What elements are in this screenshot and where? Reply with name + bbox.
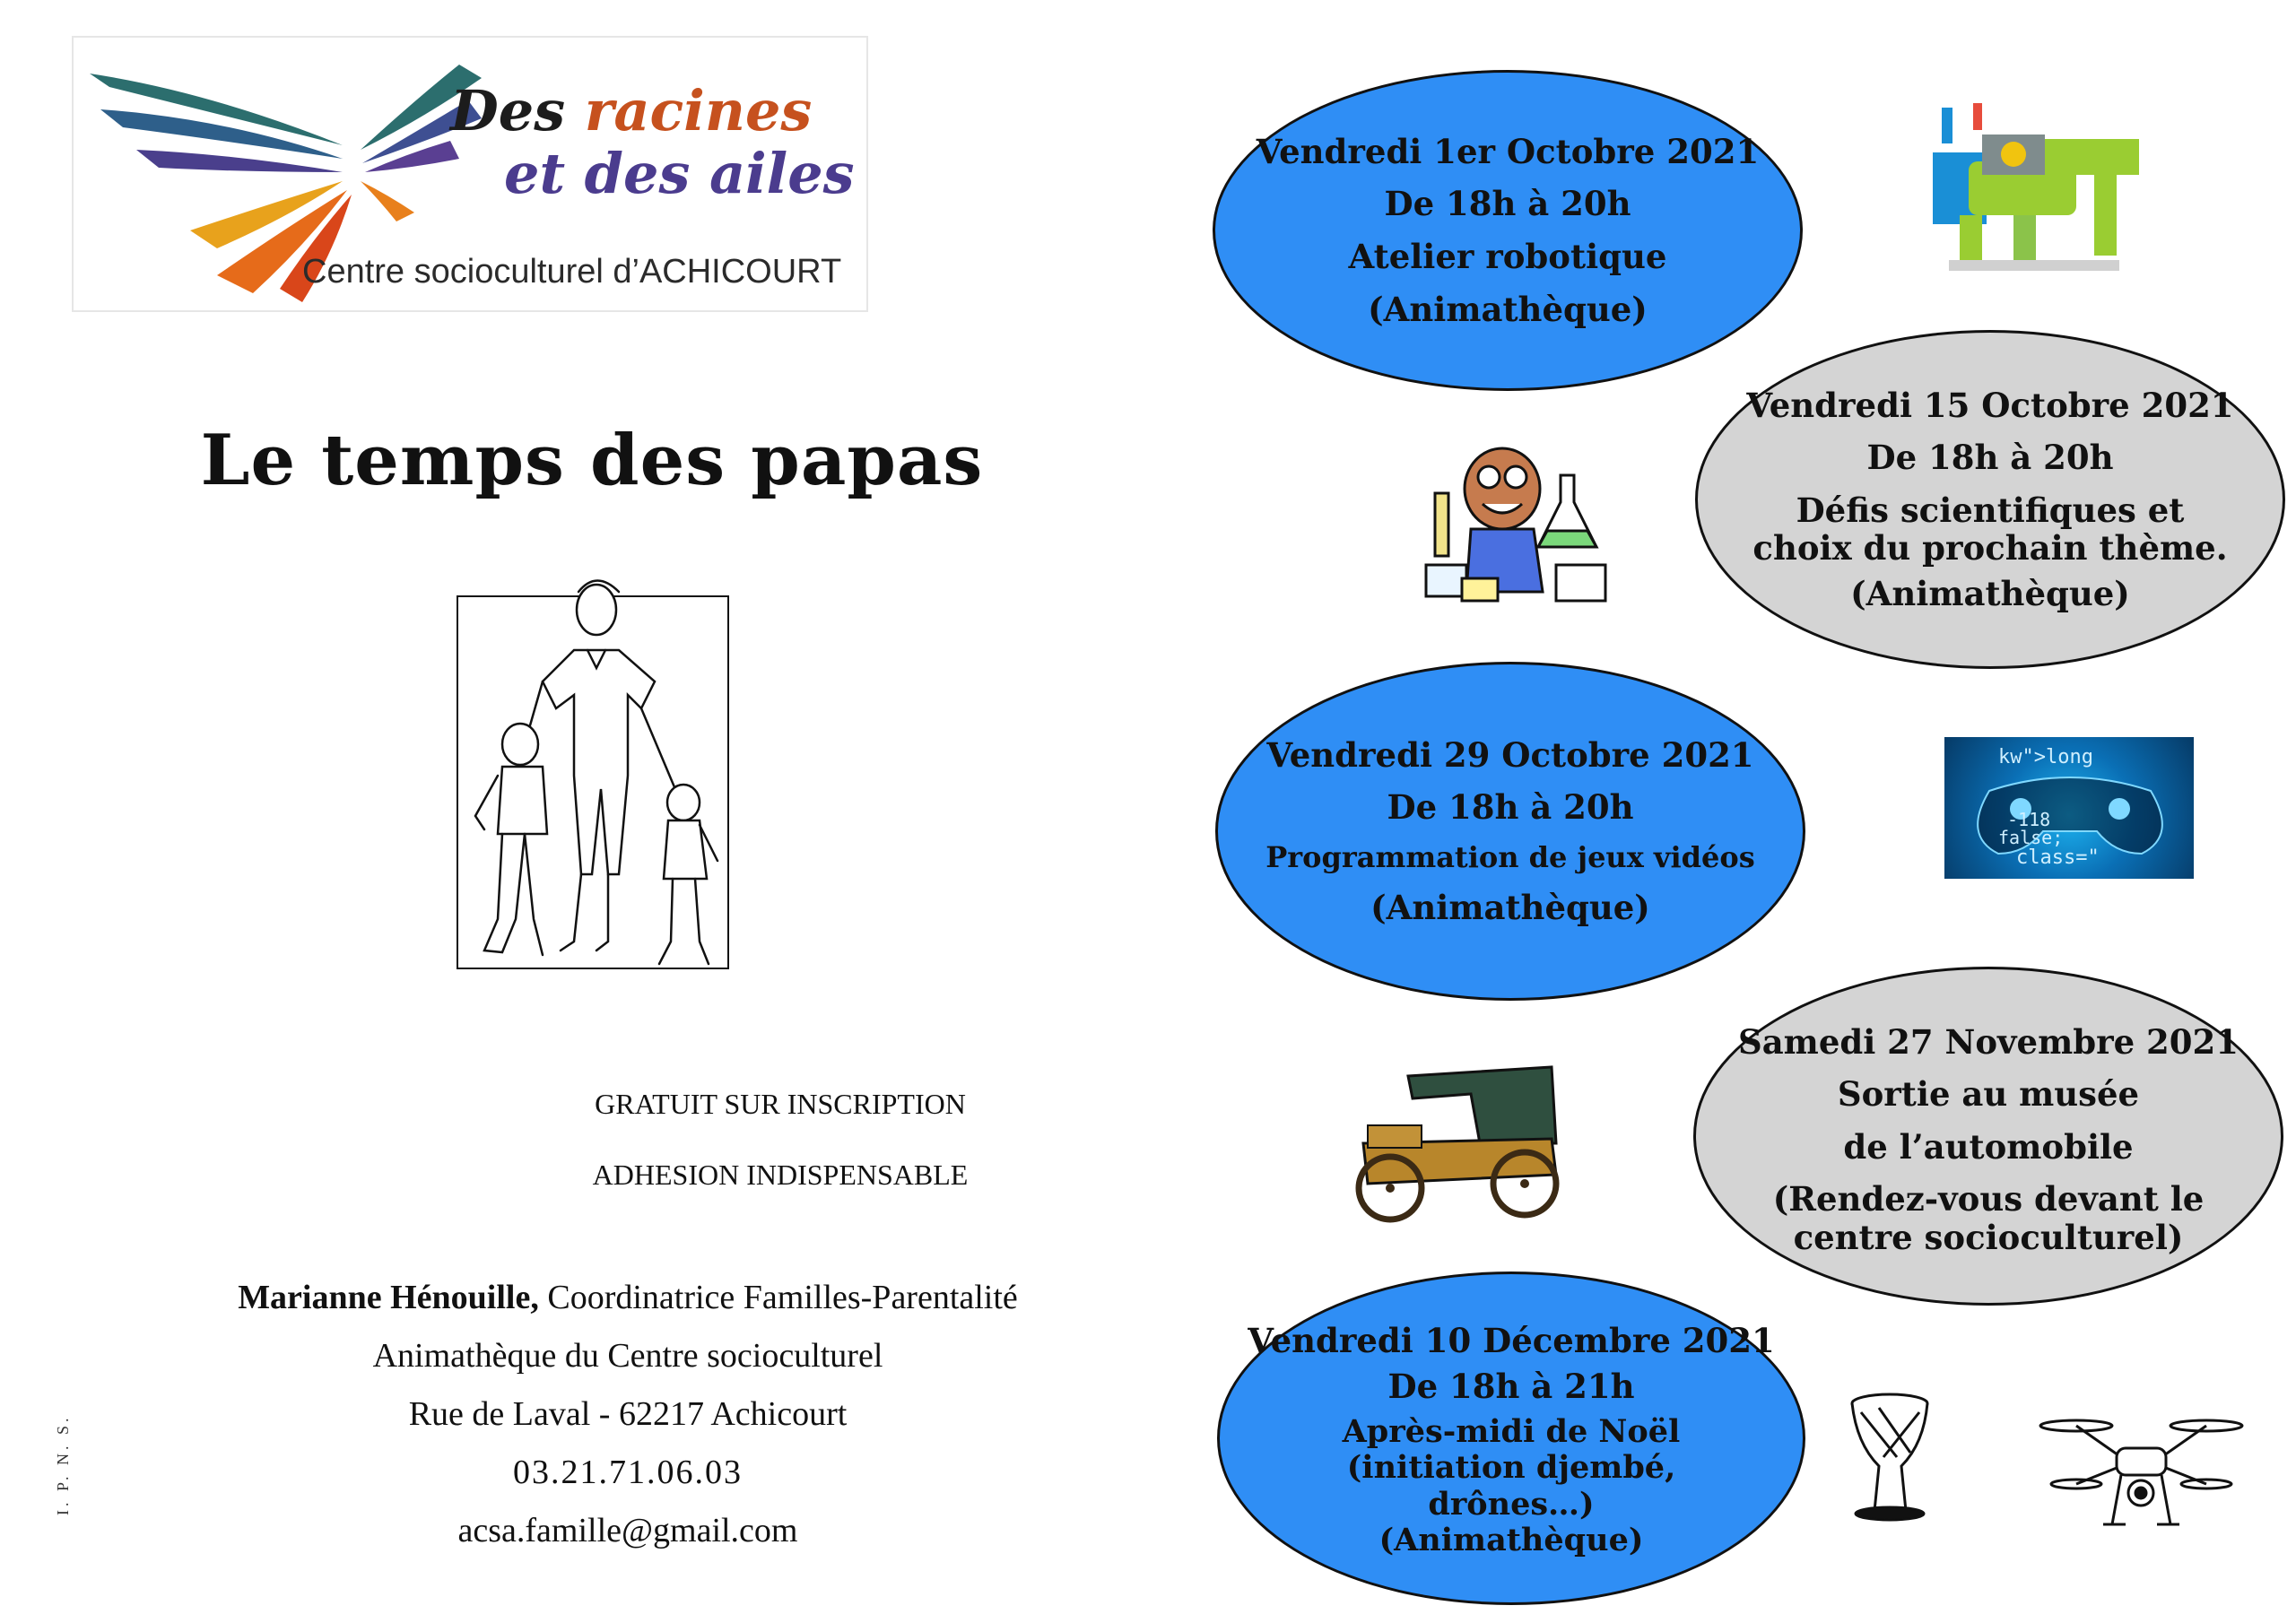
scientist-image-icon: [1422, 421, 1610, 610]
logo-line2: et des ailes: [504, 141, 855, 206]
page-title: Le temps des papas: [200, 420, 984, 501]
event-bubble-2: [1695, 330, 2285, 669]
event-activity-line1: Défis scientifiques et: [1796, 490, 2185, 530]
logo-subtitle: Centre socioculturel d’ACHICOURT: [302, 253, 842, 291]
event-activity-line2: de l’automobile: [1843, 1126, 2134, 1167]
contact-email[interactable]: acsa.famille@gmail.com: [457, 1512, 798, 1549]
code-text-2: -118: [2007, 809, 2051, 830]
note-membership: ADHESION INDISPENSABLE: [592, 1159, 969, 1191]
event-activity-line3: drônes…): [1428, 1485, 1595, 1523]
logo-word-racines: racines: [584, 78, 813, 143]
contact-name: Marianne Hénouille,: [238, 1279, 539, 1316]
event-date: Vendredi 15 Octobre 2021: [1746, 385, 2234, 425]
event-date: Vendredi 1er Octobre 2021: [1256, 131, 1760, 171]
contact-place: Animathèque du Centre socioculturel: [372, 1337, 883, 1375]
event-activity: Atelier robotique: [1348, 237, 1667, 276]
logo: [72, 36, 868, 312]
djembe-icon: [1843, 1390, 1937, 1524]
code-text-1: kw">long: [1998, 746, 2093, 768]
event-location: (Animathèque): [1370, 887, 1650, 927]
event-time: De 18h à 20h: [1387, 787, 1634, 828]
event-activity-line2: choix du prochain thème.: [1752, 528, 2228, 568]
event-date: Vendredi 10 Décembre 2021: [1248, 1320, 1775, 1360]
note-free-registration: GRATUIT SUR INSCRIPTION: [595, 1088, 966, 1120]
ipns-mention: I. P. N. S.: [54, 1414, 72, 1515]
contact-name-line: [135, 1278, 1121, 1317]
contact-role: Coordinatrice Familles-Parentalité: [547, 1279, 1018, 1316]
robot-image-icon: [1906, 99, 2161, 287]
event-activity-line1: Sortie au musée: [1837, 1074, 2140, 1115]
code-text-4: class=": [2016, 846, 2100, 869]
event-location-line1: (Rendez-vous devant le: [1772, 1179, 2205, 1219]
event-date: Samedi 27 Novembre 2021: [1737, 1021, 2239, 1062]
event-date: Vendredi 29 Octobre 2021: [1266, 734, 1754, 775]
contact-phone: 03.21.71.06.03: [513, 1454, 743, 1491]
contact-address: Rue de Laval - 62217 Achicourt: [408, 1395, 848, 1433]
event-location-line2: centre socioculturel): [1793, 1217, 2184, 1257]
event-location: (Animathèque): [1378, 1521, 1644, 1558]
drone-icon: [2036, 1408, 2247, 1533]
vintage-car-icon: [1345, 1058, 1565, 1224]
event-time: De 18h à 20h: [1384, 184, 1631, 224]
event-time: De 18h à 20h: [1866, 438, 2114, 478]
event-bubble-3: [1215, 662, 1805, 1001]
code-controller-image: [1944, 737, 2194, 879]
event-activity-line2: (initiation djembé,: [1346, 1449, 1676, 1487]
event-time: De 18h à 21h: [1387, 1366, 1635, 1406]
event-bubble-5: [1217, 1271, 1805, 1605]
event-activity-line1: Après-midi de Noël: [1342, 1413, 1681, 1451]
event-location: (Animathèque): [1850, 573, 2130, 613]
event-bubble-1: [1213, 70, 1803, 391]
event-bubble-4: [1693, 967, 2283, 1306]
family-drawing-icon: [448, 565, 744, 995]
event-activity: Programmation de jeux vidéos: [1265, 839, 1755, 874]
event-location: (Animathèque): [1368, 289, 1648, 329]
code-text-3: false;: [1998, 827, 2064, 848]
logo-word-des: Des: [450, 78, 566, 143]
